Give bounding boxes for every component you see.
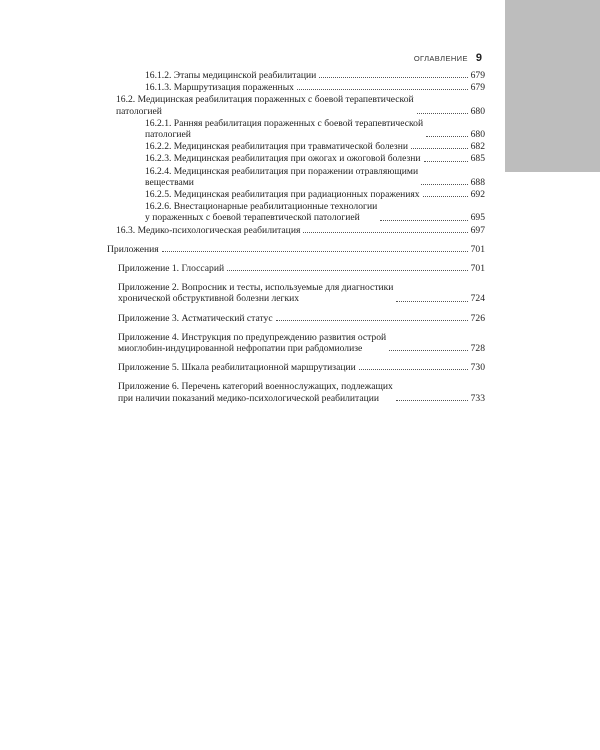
toc-entry — [107, 153, 485, 164]
toc-entry — [107, 201, 485, 223]
toc-entry-title: Приложение 4. Инструкция по предупреждению развития острой миоглобин-индуцированной нефропатии при рабдомиолизе — [118, 331, 387, 355]
toc-entry — [107, 282, 485, 304]
toc-entry-page: 726 — [470, 312, 485, 324]
toc-entry-title: Приложение 1. Глоссарий — [118, 263, 225, 275]
toc-entry-title: 16.2.1. Ранняя реабилитация пораженных с боевой терапевтической патологией — [145, 117, 424, 141]
toc-entry-title: 16.1.3. Маршрутизация пораженных — [145, 82, 294, 94]
dot-leader — [297, 89, 468, 90]
toc-entry-page: 680 — [470, 129, 485, 141]
dot-leader — [319, 77, 467, 78]
toc-entry-page: 730 — [470, 362, 485, 374]
dot-leader — [396, 301, 467, 302]
toc-entry — [107, 141, 485, 152]
toc-entry — [107, 313, 485, 324]
toc-entry — [107, 263, 485, 274]
running-title: ОГЛАВЛЕНИЕ — [413, 54, 468, 63]
toc-entry-title: 16.2.3. Медицинская реабилитация при ожогах и ожоговой болезни — [145, 153, 421, 165]
dot-leader — [396, 400, 468, 401]
dot-leader — [162, 251, 468, 252]
toc-entry-title: Приложение 2. Вопросник и тесты, используемые для диагностики хронической обструктивной болезни легких — [118, 282, 394, 305]
table-of-contents — [107, 70, 485, 404]
toc-entry-title: 16.2. Медицинская реабилитация пораженных с боевой терапевтической патологией — [116, 94, 414, 117]
dot-leader — [276, 320, 468, 321]
running-header — [414, 52, 482, 64]
toc-entry-title: Приложение 6. Перечень категорий военнослужащих, подлежащих при наличии показаний медико-психологической реабилитации — [118, 381, 393, 404]
toc-entry-page: 682 — [470, 141, 485, 153]
toc-entry — [107, 244, 485, 255]
toc-entry-page: 697 — [470, 224, 485, 236]
side-thumb-tab — [505, 0, 600, 172]
toc-entry-title: 16.3. Медико-психологическая реабилитация — [116, 224, 301, 236]
toc-entry-page: 688 — [470, 176, 485, 188]
dot-leader — [389, 350, 467, 351]
toc-entry-page: 679 — [470, 82, 485, 94]
toc-entry-title: Приложения — [107, 243, 159, 255]
toc-entry-page: 692 — [470, 189, 485, 201]
toc-entry — [107, 118, 485, 140]
dot-leader — [380, 220, 467, 221]
page-number: 9 — [475, 52, 482, 64]
toc-entry-page: 733 — [470, 392, 485, 404]
dot-leader — [421, 184, 467, 185]
toc-entry — [107, 82, 485, 93]
dot-leader — [227, 270, 468, 271]
dot-leader — [411, 148, 468, 149]
toc-entry-title: 16.2.2. Медицинская реабилитация при травматической болезни — [145, 141, 408, 153]
toc-entry-page: 679 — [470, 70, 485, 81]
dot-leader — [359, 369, 468, 370]
dot-leader — [426, 136, 467, 137]
toc-entry-title: 16.1.2. Этапы медицинской реабилитации — [145, 70, 317, 81]
toc-entry-title: Приложение 3. Астматический статус — [118, 312, 273, 324]
toc-entry — [107, 225, 485, 236]
toc-entry-title: 16.2.5. Медицинская реабилитация при радиационных поражениях — [145, 189, 420, 201]
toc-entry — [107, 189, 485, 200]
toc-entry — [107, 70, 485, 81]
toc-entry — [107, 94, 485, 116]
toc-entry — [107, 362, 485, 373]
dot-leader — [423, 196, 468, 197]
toc-entry — [107, 381, 485, 403]
toc-entry-page: 695 — [470, 212, 485, 224]
toc-entry-page: 701 — [470, 263, 485, 275]
toc-entry-page: 685 — [470, 153, 485, 165]
toc-entry — [107, 332, 485, 354]
toc-entry-title: Приложение 5. Шкала реабилитационной маршрутизации — [118, 362, 356, 374]
dot-leader — [417, 113, 468, 114]
dot-leader — [424, 161, 468, 162]
toc-entry-page: 680 — [470, 105, 485, 117]
dot-leader — [303, 232, 467, 233]
toc-entry-page: 728 — [470, 343, 485, 355]
toc-entry-page: 701 — [470, 243, 485, 255]
toc-entry-title: 16.2.6. Внестационарные реабилитационные технологии у пораженных с боевой терапевтической патологией — [145, 201, 378, 224]
toc-entry-title: 16.2.4. Медицинская реабилитация при поражении отравляющими веществами — [145, 165, 419, 188]
toc-entry — [107, 166, 485, 188]
toc-entry-page: 724 — [470, 293, 485, 305]
